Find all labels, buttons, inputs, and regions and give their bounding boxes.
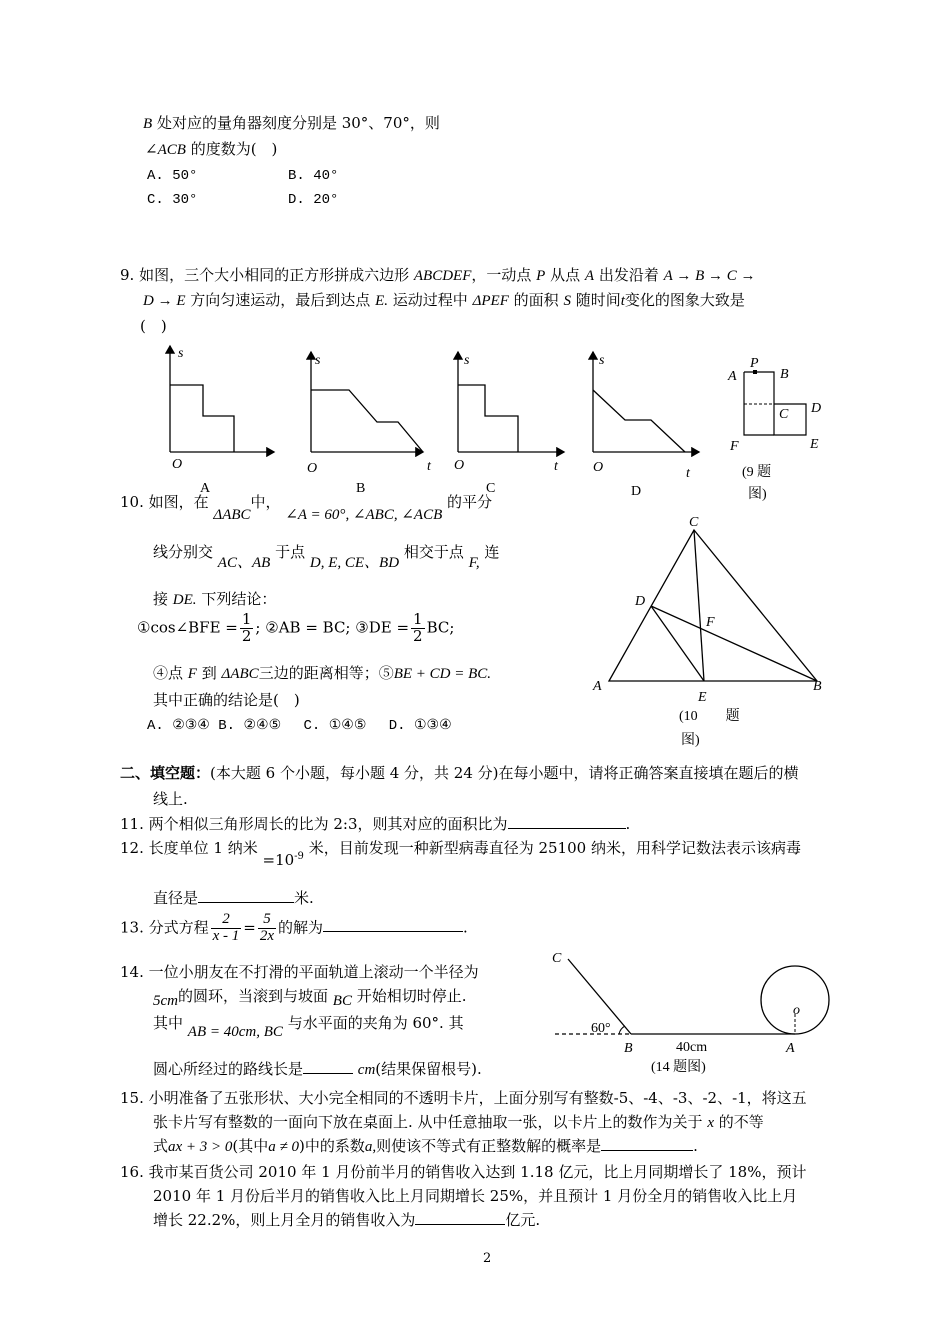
q9-graph-c-o: O bbox=[454, 458, 465, 473]
q9-graphs bbox=[150, 340, 710, 500]
q10-c4-triangle: ΔABC bbox=[221, 666, 259, 682]
q14-fig-length: 40cm bbox=[676, 1040, 708, 1055]
q10-c1-num: 1 bbox=[241, 610, 252, 628]
q10-fig-a: A bbox=[593, 679, 602, 694]
q12-math-base: =10 bbox=[262, 851, 295, 869]
q9-fig-d: D bbox=[811, 401, 822, 416]
q9-graph-c-x: t bbox=[554, 459, 558, 474]
q16-line1: 16. 我市某百货公司 2010 年 1 月份前半月的销售收入达到 1.18 亿元，比上月同期增长了 18%，预计 bbox=[120, 1163, 807, 1181]
q9-graph-c-label: C bbox=[486, 481, 496, 496]
q8-angle: ∠ACB bbox=[145, 142, 186, 158]
section2-header bbox=[120, 762, 799, 783]
q10-l1-a: 10. 如图，在 bbox=[120, 493, 209, 511]
q14-fig-caption: (14 题图) bbox=[651, 1060, 706, 1075]
q10-fig-f: F bbox=[706, 615, 715, 630]
q15-l3-b: (其中 bbox=[232, 1137, 269, 1155]
q14-l4-a: 圆心所经过的路线长是 bbox=[153, 1060, 304, 1078]
q9-l1-d: 出发沿着 bbox=[598, 266, 659, 284]
q10-l3-a: 接 bbox=[153, 590, 169, 608]
q14-ab: AB = 40cm, BC bbox=[187, 1024, 283, 1040]
q12-l2-b: 米. bbox=[294, 889, 314, 907]
q9-graph-b-x: t bbox=[427, 459, 431, 474]
q9-answer-paren: ( ) bbox=[140, 317, 167, 335]
q9-graph-b bbox=[307, 352, 432, 496]
q15-var-x: x bbox=[707, 1115, 714, 1131]
q9-fig-b: B bbox=[780, 367, 789, 382]
q8-option-a: A. 50° bbox=[147, 168, 198, 184]
q9-var-t: t bbox=[620, 293, 625, 309]
q12-math bbox=[263, 851, 304, 869]
q8-option-c: C. 30° bbox=[147, 192, 198, 208]
q10-l2-d: 连 bbox=[484, 543, 500, 561]
q10-l1-b: 中， bbox=[250, 493, 281, 511]
q9-graph-a-y: s bbox=[178, 346, 184, 361]
q14-radius: 5cm bbox=[153, 993, 178, 1009]
q9-figure bbox=[722, 352, 837, 512]
section2-desc: (本大题 6 个小题，每小题 4 分，共 24 分)在每小题中，请将正确答案直接填在题后的横 bbox=[210, 764, 799, 782]
q9-graph-d-x: t bbox=[686, 466, 690, 481]
q14-l2-b: 开始相切时停止. bbox=[356, 987, 467, 1005]
q15-l3-c: )中的系数 bbox=[299, 1137, 365, 1155]
q12-answer-blank[interactable] bbox=[198, 888, 294, 903]
q10-c4-f: F bbox=[187, 666, 197, 682]
q12-line1 bbox=[120, 837, 801, 869]
q10-points: D, E, CE、BD bbox=[309, 555, 400, 571]
q10-c4-a: ④点 bbox=[153, 664, 184, 682]
q10-figure bbox=[585, 512, 835, 752]
q10-triangle: ΔABC bbox=[213, 507, 251, 523]
q14-bc: BC bbox=[332, 993, 352, 1009]
q15-l2-a: 张卡片写有整数的一面向下放在桌面上. 从中任意抽取一张，以卡片上的数作为关于 bbox=[153, 1113, 703, 1131]
q13-answer-blank[interactable] bbox=[323, 917, 463, 932]
q9-l2-e: 变化的图象大致是 bbox=[624, 291, 745, 309]
q9-point-a: A bbox=[584, 268, 595, 284]
q16-l3-b: 亿元. bbox=[505, 1211, 541, 1229]
q10-angle-a: ∠A = 60° bbox=[285, 507, 346, 523]
q9-graph-a bbox=[170, 346, 274, 496]
q9-graph-a-label: A bbox=[200, 481, 211, 496]
q10-fig-caption1: (10 题 bbox=[679, 709, 740, 724]
q10-fig-b: B bbox=[813, 679, 822, 694]
q8-option-b: B. 40° bbox=[288, 168, 339, 184]
q15-l3-d: 则使该不等式有正整数解的概率是 bbox=[376, 1137, 602, 1155]
q9-graph-a-o: O bbox=[172, 457, 183, 472]
q9-path1: A → B → C → bbox=[663, 268, 756, 284]
q10-conclusions-2 bbox=[153, 662, 491, 683]
q14-fig-o: o bbox=[793, 1003, 800, 1018]
q9-graph-b-y: s bbox=[315, 353, 321, 368]
q9-l2-c: 的面积 bbox=[513, 291, 559, 309]
q10-c4-eq: BE + CD = BC. bbox=[393, 666, 492, 682]
q12-line2 bbox=[153, 887, 314, 908]
q10-c1-c: BC; bbox=[426, 618, 455, 637]
q13-d1: x - 1 bbox=[212, 927, 240, 944]
q10-l2-b: 于点 bbox=[275, 543, 306, 561]
q15-l2-b: 的不等 bbox=[718, 1113, 764, 1131]
q9-graph-d-o: O bbox=[593, 460, 604, 475]
q14-line4 bbox=[153, 1058, 482, 1079]
q9-point-e: E. bbox=[375, 293, 388, 309]
q10-l2-c: 相交于点 bbox=[403, 543, 464, 561]
q9-graph-d-y: s bbox=[599, 353, 605, 368]
q10-line3 bbox=[153, 588, 276, 609]
q9-graph-c-y: s bbox=[464, 353, 470, 368]
q15-line1: 15. 小明准备了五张形状、大小完全相同的不透明卡片，上面分别写有整数-5、-4、-3、-2、-1，将这五 bbox=[120, 1089, 807, 1107]
q10-c1-num2: 1 bbox=[413, 610, 423, 628]
q9-l1-b: ，一动点 bbox=[471, 266, 532, 284]
q8-line1 bbox=[143, 112, 440, 133]
q16-line3 bbox=[153, 1209, 540, 1230]
q8-option-d: D. 20° bbox=[288, 192, 339, 208]
q9-point-p: P bbox=[536, 268, 546, 284]
q10-c1-den: 2 bbox=[241, 626, 252, 645]
q14-l2: 的圆环，当滚到与坡面 bbox=[178, 987, 329, 1005]
q14-fig-c: C bbox=[552, 951, 562, 966]
q13-c: . bbox=[463, 918, 468, 937]
q13 bbox=[120, 912, 468, 945]
q13-eq: = bbox=[243, 918, 256, 937]
q11: 11. 两个相似三角形周长的比为 2:3，则其对应的面积比为 . bbox=[120, 815, 631, 833]
q12-l1-a: 12. 长度单位 1 纳米 bbox=[120, 839, 258, 857]
q9-l2-a: 方向匀速运动，最后到达点 bbox=[190, 291, 371, 309]
q9-fig-p: P bbox=[750, 356, 759, 371]
q10-de: DE. bbox=[172, 592, 197, 608]
q14-l3-a: 其中 bbox=[153, 1014, 184, 1032]
q11-text: 11. 两个相似三角形周长的比为 2:3，则其对应的面积比为 bbox=[120, 815, 508, 833]
q9-line2 bbox=[143, 289, 745, 310]
q15-a-nonzero: a ≠ 0 bbox=[268, 1139, 300, 1155]
q14-fig-a: A bbox=[786, 1041, 795, 1056]
q9-l2-d: 随时间 bbox=[575, 291, 621, 309]
q8-line2-text: 的度数为( ) bbox=[190, 140, 278, 158]
q10-fig-e: E bbox=[698, 690, 707, 705]
q10-point-f: F, bbox=[468, 555, 480, 571]
q9-line1 bbox=[120, 264, 755, 285]
q15-inequality: ax + 3 > 0 bbox=[168, 1139, 233, 1155]
q9-l2-b: 运动过程中 bbox=[392, 291, 468, 309]
q8-line2 bbox=[145, 138, 277, 159]
q14-l4-b: (结果保留根号). bbox=[375, 1060, 482, 1078]
page-number: 2 bbox=[483, 1251, 492, 1266]
q9-graph-c bbox=[454, 352, 564, 496]
q11-answer-blank[interactable] bbox=[508, 814, 626, 829]
q10-c4-c: 三边的距离相等；⑤ bbox=[258, 664, 394, 682]
q15-line2 bbox=[153, 1111, 764, 1132]
q10-line2 bbox=[153, 541, 500, 571]
q13-d2: 2x bbox=[259, 927, 275, 944]
q9-fig-c: C bbox=[779, 407, 789, 422]
q10-c1-a: ①cos∠BFE = bbox=[137, 618, 238, 637]
q10-options: A. ②③④ B. ②④⑤ C. ①④⑤ D. ①③④ bbox=[147, 718, 452, 734]
q14-line3 bbox=[153, 1012, 464, 1040]
q14-fig-angle: 60° bbox=[591, 1021, 611, 1036]
q15-l3-a: 式 bbox=[153, 1137, 169, 1155]
q9-fig-a: A bbox=[728, 369, 737, 384]
q14-figure bbox=[545, 942, 835, 1077]
q10-fig-caption2: 图) bbox=[681, 733, 700, 748]
q9-graph-d-label: D bbox=[631, 484, 642, 499]
q10-fig-c: C bbox=[689, 515, 699, 530]
q10-line1 bbox=[120, 491, 493, 523]
q16-l3-a: 增长 22.2%，则上月全月的销售收入为 bbox=[153, 1211, 416, 1229]
q13-b: 的解为 bbox=[278, 918, 324, 937]
section2-desc2: 线上. bbox=[153, 790, 188, 808]
q15-line3 bbox=[153, 1135, 698, 1156]
q13-a: 13. 分式方程 bbox=[120, 918, 209, 937]
q9-l1-a: 9. 如图，三个大小相同的正方形拼成六边形 bbox=[120, 266, 410, 284]
q9-fig-caption1: (9 题 bbox=[742, 465, 772, 480]
q13-n2: 5 bbox=[258, 912, 276, 929]
q14-line1: 14. 一位小朋友在不打滑的平面轨道上滚动一个半径为 bbox=[120, 963, 479, 981]
q9-l1-c: 从点 bbox=[550, 266, 581, 284]
q9-path2: D → E bbox=[143, 293, 186, 309]
q12-l1-b: 米，目前发现一种新型病毒直径为 25100 纳米，用科学记数法表示该病毒 bbox=[308, 839, 801, 857]
q9-graph-d bbox=[593, 352, 699, 499]
q9-fig-caption2: 图) bbox=[748, 487, 767, 502]
q9-triangle: ΔPEF bbox=[472, 293, 509, 309]
section2-title: 二、填空题： bbox=[120, 764, 211, 782]
q8-line1-text: 处对应的量角器刻度分别是 30°、70°，则 bbox=[156, 114, 440, 132]
q10-fig-d: D bbox=[635, 594, 646, 609]
q10-c1-den2: 2 bbox=[413, 626, 423, 645]
q9-hexagon: ABCDEF bbox=[413, 268, 472, 284]
q14-line2 bbox=[153, 985, 467, 1009]
q14-fig-b: B bbox=[624, 1041, 633, 1056]
q10-l2-a: 线分别交 bbox=[153, 543, 214, 561]
q14-answer-blank[interactable] bbox=[303, 1059, 353, 1074]
q12-l2-a: 直径是 bbox=[153, 889, 199, 907]
q15-l3-e: . bbox=[693, 1137, 698, 1155]
q10-l3-b: 下列结论： bbox=[201, 590, 277, 608]
q10-c4-b: 到 bbox=[201, 664, 217, 682]
q9-fig-e: E bbox=[810, 437, 819, 452]
q10-angles: , ∠ABC, ∠ACB bbox=[345, 507, 443, 523]
q10-question: 其中正确的结论是( ) bbox=[153, 691, 300, 709]
q9-var-s: S bbox=[563, 293, 571, 309]
q15-var-a: a, bbox=[364, 1139, 377, 1155]
q10-l1-c: 的平分 bbox=[447, 493, 493, 511]
q9-fig-f: F bbox=[730, 439, 739, 454]
q12-math-exp: -9 bbox=[294, 851, 304, 862]
q13-n1: 2 bbox=[211, 912, 242, 929]
q16-answer-blank[interactable] bbox=[415, 1210, 505, 1225]
q16-line2: 2010 年 1 月份后半月的销售收入比上月同期增长 25%，并且预计 1 月份全月的销售收入比上月 bbox=[153, 1187, 798, 1205]
q9-graph-b-o: O bbox=[307, 461, 318, 476]
q10-c1-b: ; ②AB = BC; ③DE = bbox=[255, 618, 410, 637]
q14-l3-b: 与水平面的夹角为 60°. 其 bbox=[287, 1014, 464, 1032]
q14-unit: cm bbox=[357, 1062, 376, 1078]
q8-var-b: B bbox=[143, 116, 153, 132]
q15-answer-blank[interactable] bbox=[601, 1136, 693, 1151]
q10-sides: AC、AB bbox=[217, 555, 271, 571]
q9-graph-b-label: B bbox=[356, 481, 366, 496]
q10-conclusions-1 bbox=[137, 612, 454, 645]
